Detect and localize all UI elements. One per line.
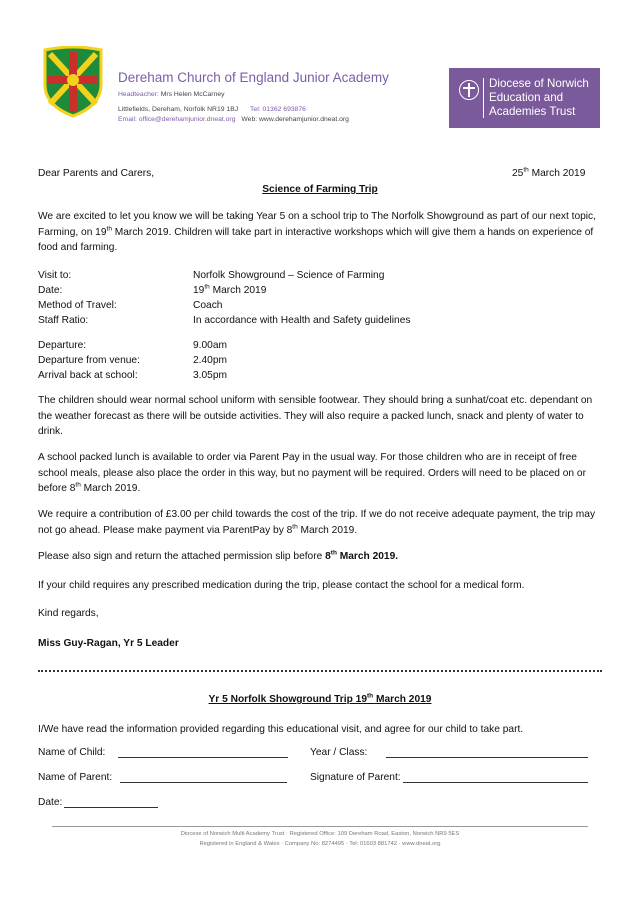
- detail-label-travel: Method of Travel:: [38, 300, 117, 311]
- headteacher-label: Headteacher:: [118, 91, 161, 98]
- school-email: Email: office@derehamjunior.dneat.org: [118, 116, 236, 123]
- diocese-line-2: Education and: [489, 91, 564, 104]
- child-name-field[interactable]: [118, 757, 288, 758]
- school-crest: [42, 46, 104, 118]
- detail-value-travel: Coach: [193, 300, 223, 311]
- contact-line: [118, 116, 349, 123]
- detail-value-ratio: In accordance with Health and Safety guidelines: [193, 315, 411, 326]
- shield-icon: [42, 46, 104, 118]
- school-address: Littlefields, Dereham, Norfolk NR19 1BJ: [118, 106, 239, 113]
- time-label-arrival: Arrival back at school:: [38, 370, 138, 381]
- slip-statement: I/We have read the information provided regarding this educational visit, and agree for our child to take part.: [38, 724, 524, 735]
- detail-value-visit: Norfolk Showground – Science of Farming: [193, 270, 385, 281]
- signoff: Miss Guy-Ragan, Yr 5 Leader: [38, 638, 179, 649]
- letter-title: Science of Farming Trip: [262, 184, 378, 195]
- lunch-paragraph: A school packed lunch is available to order via Parent Pay in the usual way. For those children who are in receipt of free school meals, please also place the order in this way, but no payment will be required. Orders will need to be placed on or before 8th March 2019.: [38, 452, 586, 494]
- year-class-label: Year / Class:: [310, 747, 368, 758]
- parent-name-label: Name of Parent:: [38, 772, 113, 783]
- signature-field[interactable]: [403, 782, 588, 783]
- medication-line: If your child requires any prescribed medication during the trip, please contact the school for a medical form.: [38, 580, 525, 591]
- year-class-field[interactable]: [386, 757, 588, 758]
- headteacher-name: Mrs Helen McCarney: [160, 91, 225, 98]
- intro-paragraph: We are excited to let you know we will be taking Year 5 on a school trip to The Norfolk Showground as part of our next topic, Farming, on 19th March 2019. Children will take part in interactive workshops which will give them a hands on experience of food and farming.: [38, 211, 596, 253]
- headteacher-line: [118, 91, 225, 98]
- date-label: Date:: [38, 797, 63, 808]
- school-web: Web: www.derehamjunior.dneat.org: [241, 116, 349, 123]
- time-value-arrival: 3.05pm: [193, 370, 227, 381]
- detail-label-visit: Visit to:: [38, 270, 72, 281]
- address-line: [118, 106, 306, 113]
- uniform-paragraph: The children should wear normal school uniform with sensible footwear. They should bring a sunhat/coat etc. dependant on the weather forecast as there will be outside activities. They will also require a packed lunch, snack and plenty of water to drink.: [38, 395, 593, 437]
- signature-label: Signature of Parent:: [310, 772, 401, 783]
- detail-value-date: 19th March 2019: [193, 283, 267, 296]
- time-label-venue: Departure from venue:: [38, 355, 140, 366]
- time-value-departure: 9.00am: [193, 340, 227, 351]
- salutation: Dear Parents and Carers,: [38, 168, 155, 179]
- detail-label-ratio: Staff Ratio:: [38, 315, 89, 326]
- slip-title: Yr 5 Norfolk Showground Trip 19th March 2019: [208, 692, 432, 705]
- time-value-venue: 2.40pm: [193, 355, 227, 366]
- footer-rule: [52, 826, 588, 827]
- school-name: Dereham Church of England Junior Academy: [118, 70, 389, 85]
- cross-icon: [459, 80, 479, 100]
- tear-off-divider: [38, 670, 602, 672]
- sign-return-line: Please also sign and return the attached permission slip before 8th March 2019.: [38, 549, 399, 562]
- footer-line-1: Diocese of Norwich Multi Academy Trust · Registered Office: 109 Dereham Road, Easton, Norwich NR9 5ES: [180, 831, 460, 837]
- diocese-logo: [449, 68, 600, 128]
- parent-name-field[interactable]: [120, 782, 287, 783]
- detail-label-date: Date:: [38, 285, 63, 296]
- closing: Kind regards,: [38, 608, 99, 619]
- school-tel: Tel: 01362 693876: [250, 106, 306, 113]
- contribution-paragraph: We require a contribution of £3.00 per child towards the cost of the trip. If we do not receive adequate payment, the trip may not go ahead. Please make payment via ParentPay by 8th March 2019.: [38, 509, 596, 536]
- child-name-label: Name of Child:: [38, 747, 106, 758]
- time-label-departure: Departure:: [38, 340, 87, 351]
- date-field[interactable]: [64, 807, 158, 808]
- diocese-line-3: Academies Trust: [489, 105, 576, 118]
- letter-date: 25th March 2019: [512, 166, 586, 179]
- diocese-line-1: Diocese of Norwich: [489, 77, 589, 90]
- footer-line-2: Registered in England & Wales · Company No: 8274495 · Tel: 01603 881742 · www.dneat.org: [199, 841, 441, 847]
